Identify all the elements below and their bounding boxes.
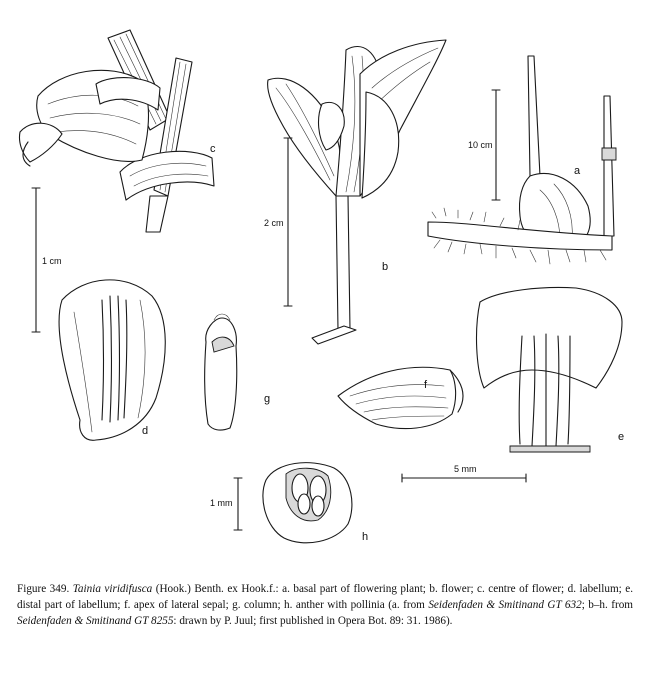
caption-collector-1: Seidenfaden & Smitinand GT 632 bbox=[428, 599, 582, 611]
label-g: g bbox=[264, 393, 271, 405]
label-c: c bbox=[210, 143, 216, 155]
figure-caption bbox=[17, 581, 633, 629]
scale-label-2cm: 2 cm bbox=[264, 218, 284, 228]
scale-bar-10cm bbox=[468, 90, 500, 200]
scale-label-10cm: 10 cm bbox=[468, 140, 493, 150]
drawing-b-flower bbox=[268, 40, 446, 344]
caption-collector-2: Seidenfaden & Smitinand GT 8255 bbox=[17, 615, 174, 627]
label-a: a bbox=[574, 165, 581, 177]
caption-middle: ; b–h. from bbox=[581, 599, 633, 611]
label-f: f bbox=[424, 379, 428, 391]
caption-suffix: : drawn by P. Juul; first published in Opera Bot. 89: 31. 1986). bbox=[173, 615, 453, 627]
caption-authority: (Hook.) Benth. ex Hook.f.: a. basal part of flowering plant; b. flower; c. centre of flower; d. labellum; e. distal part of labellum; f. apex of lateral sepal; g. column; h. anther with pollinia (a. from bbox=[17, 583, 633, 611]
drawing-a-basal-part bbox=[428, 56, 616, 264]
scale-bar-5mm bbox=[402, 464, 526, 482]
scale-bar-1cm bbox=[32, 188, 62, 332]
caption-species: Tainia viridifusca bbox=[72, 583, 153, 595]
scale-label-1mm: 1 mm bbox=[210, 498, 233, 508]
scale-bar-2cm bbox=[264, 138, 292, 306]
drawing-d-labellum bbox=[59, 280, 165, 440]
drawing-c-centre-of-flower bbox=[19, 30, 214, 232]
label-h: h bbox=[362, 531, 369, 543]
drawing-g-column bbox=[205, 314, 237, 430]
caption-prefix: Figure 349. bbox=[17, 583, 73, 595]
scale-label-5mm: 5 mm bbox=[454, 464, 477, 474]
scale-label-1cm: 1 cm bbox=[42, 256, 62, 266]
drawing-h-anther bbox=[263, 463, 352, 543]
label-b: b bbox=[382, 261, 389, 273]
label-e: e bbox=[618, 431, 625, 443]
label-d: d bbox=[142, 425, 149, 437]
drawing-e-distal-labellum bbox=[477, 288, 625, 452]
scale-bar-1mm bbox=[210, 478, 242, 530]
drawing-f-sepal-apex bbox=[338, 367, 463, 428]
